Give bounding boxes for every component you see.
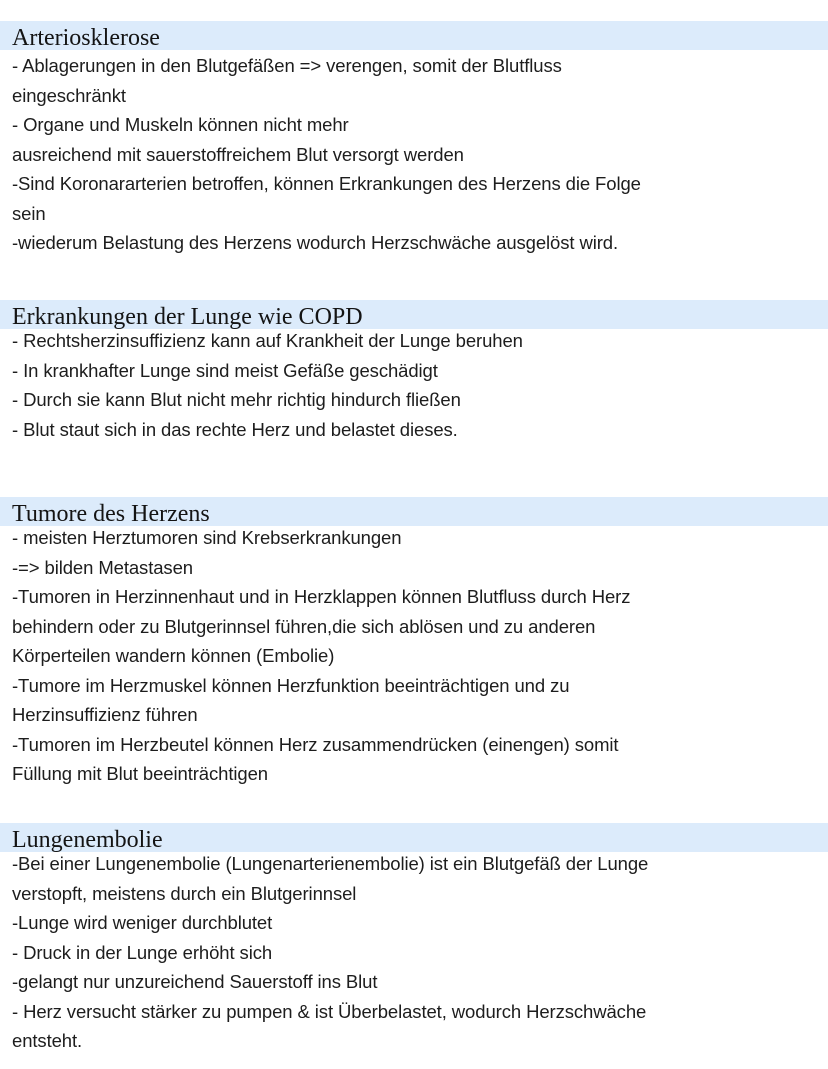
text-line: ausreichend mit sauerstoffreichem Blut versorgt werden [12, 143, 464, 165]
text-line: eingeschränkt [12, 84, 126, 106]
section-heading: Erkrankungen der Lunge wie COPD [12, 304, 363, 330]
section-heading-band [0, 21, 828, 50]
text-line: -Lunge wird weniger durchblutet [12, 912, 273, 933]
text-line: - In krankhafter Lunge sind meist Gefäße geschädigt [12, 359, 438, 381]
section-text [0, 849, 828, 1056]
text-line: -Bei einer Lungenembolie (Lungenarterienembolie) ist ein Blutgefäß der Lunge [12, 853, 649, 874]
text-line: entsteht. [12, 1030, 83, 1051]
text-line: verstopft, meistens durch ein Blutgerinnsel [12, 882, 357, 904]
text-line: -Tumore im Herzmuskel können Herzfunktion beeinträchtigen und zu [12, 674, 570, 696]
section-text [0, 523, 828, 789]
section-heading: Tumore des Herzens [12, 501, 210, 527]
text-line: -Sind Koronararterien betroffen, können Erkrankungen des Herzens die Folge [12, 173, 641, 194]
text-line: - Organe und Muskeln können nicht mehr [12, 114, 349, 135]
text-line: -wiederum Belastung des Herzens wodurch Herzschwäche ausgelöst wird. [12, 232, 619, 253]
section-lungenerkrankungen [0, 300, 828, 444]
text-line: behindern oder zu Blutgerinnsel führen,die sich ablösen und zu anderen [12, 615, 596, 637]
section-text [0, 326, 828, 444]
section-text [0, 51, 828, 258]
section-heading: Arteriosklerose [12, 25, 160, 51]
section-heading-band [0, 823, 828, 852]
text-line: - Ablagerungen in den Blutgefäßen => verengen, somit der Blutfluss [12, 55, 562, 76]
text-line: - meisten Herztumoren sind Krebserkrankungen [12, 527, 402, 548]
text-line: -gelangt nur unzureichend Sauerstoff ins Blut [12, 971, 378, 992]
text-line: Herzinsuffizienz führen [12, 704, 198, 725]
text-line: - Herz versucht stärker zu pumpen & ist Überbelastet, wodurch Herzschwäche [12, 1000, 647, 1022]
text-line: -=> bilden Metastasen [12, 556, 193, 578]
text-line: - Rechtsherzinsuffizienz kann auf Krankheit der Lunge beruhen [12, 330, 523, 351]
text-line: -Tumoren in Herzinnenhaut und in Herzklappen können Blutfluss durch Herz [12, 586, 631, 607]
section-tumore-des-herzens [0, 497, 828, 789]
text-line: - Blut staut sich in das rechte Herz und belastet dieses. [12, 418, 458, 440]
text-line: - Durch sie kann Blut nicht mehr richtig hindurch fließen [12, 389, 461, 410]
text-line: sein [12, 202, 46, 224]
text-line: Füllung mit Blut beeinträchtigen [12, 763, 268, 784]
section-heading: Lungenembolie [12, 827, 163, 853]
text-line: -Tumoren im Herzbeutel können Herz zusammendrücken (einengen) somit [12, 733, 619, 755]
section-heading-band [0, 497, 828, 526]
text-line: - Druck in der Lunge erhöht sich [12, 941, 273, 963]
text-line: Körperteilen wandern können (Embolie) [12, 645, 335, 666]
section-lungenembolie [0, 823, 828, 1056]
section-arteriosklerose [0, 21, 828, 258]
section-heading-band [0, 300, 828, 329]
